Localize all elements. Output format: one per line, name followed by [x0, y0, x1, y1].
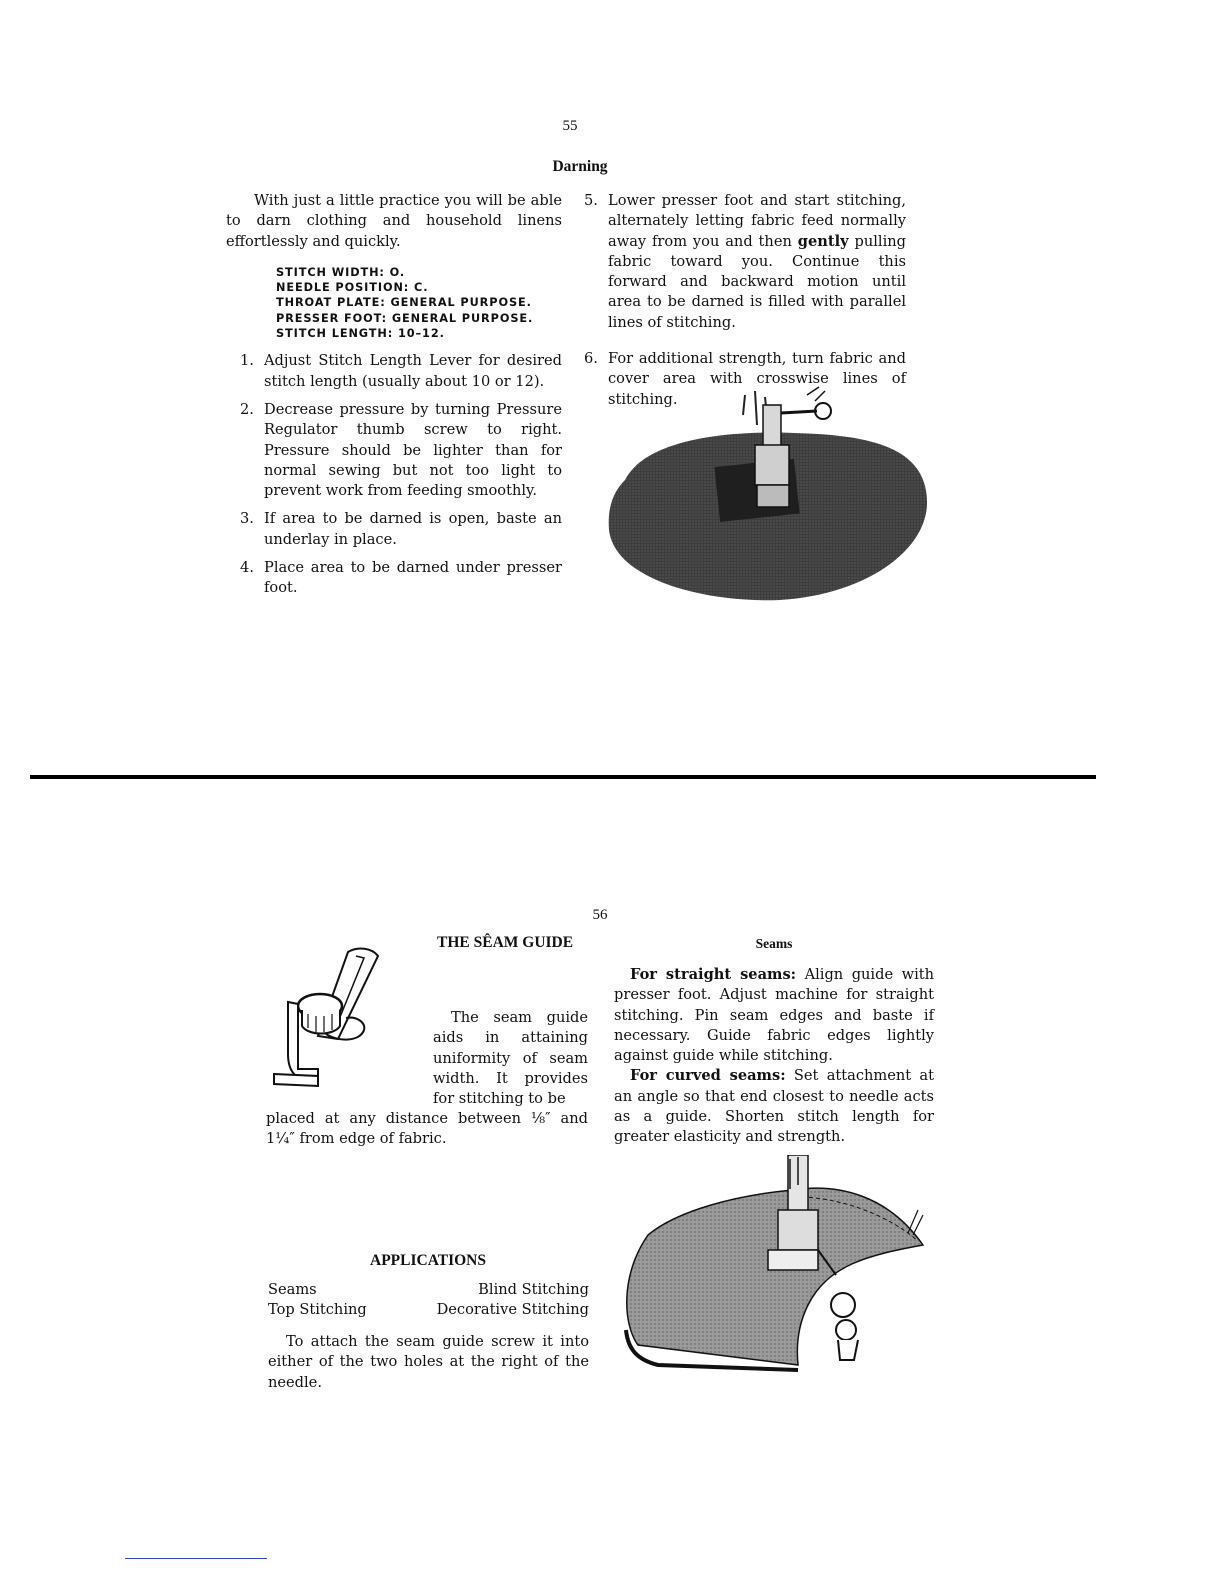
darning-illustration	[605, 385, 930, 605]
darning-settings	[276, 265, 562, 341]
seam-guide-title: THE SÊAM GUIDE	[437, 934, 574, 951]
darning-title: Darning	[552, 158, 608, 175]
curved-seam-illustration	[618, 1155, 930, 1375]
darning-left-column	[226, 191, 562, 607]
seams-text	[614, 965, 934, 1148]
page-number-55: 55	[562, 118, 578, 134]
seam-guide-description-rest: placed at any distance between ⅛″ and 1¼″ from edge of fabric.	[266, 1110, 588, 1148]
setting-throat-plate: THROAT PLATE: GENERAL PURPOSE.	[276, 296, 532, 310]
application-seams: Seams	[268, 1281, 317, 1298]
application-blind-stitching: Blind Stitching	[478, 1281, 589, 1298]
seams-title: Seams	[755, 936, 793, 951]
step-1: 1. Adjust Stitch Length Lever for desired stitch length (usually about 10 or 12).	[240, 352, 562, 390]
darning-intro: With just a little practice you will be able to darn clothing and household linens effortlessly and quickly.	[226, 192, 562, 250]
darning-steps-right	[584, 191, 906, 410]
step-4: 4. Place area to be darned under presser foot.	[240, 559, 562, 597]
straight-seams-paragraph: For straight seams: Align guide with presser foot. Adjust machine for straight stitching. Pin seam edges and baste if necessary. Guide fabric edges lightly against guide while stitching.	[614, 966, 934, 1065]
setting-needle-position: NEEDLE POSITION: C.	[276, 281, 429, 295]
page-divider	[30, 775, 1096, 779]
setting-stitch-length: STITCH LENGTH: 10–12.	[276, 327, 445, 341]
darning-steps-left	[240, 351, 562, 598]
applications-list	[268, 1280, 589, 1321]
bottom-link-underline	[125, 1558, 267, 1559]
darning-right-column	[584, 191, 906, 418]
setting-stitch-width: STITCH WIDTH: O.	[276, 265, 406, 279]
setting-presser-foot: PRESSER FOOT: GENERAL PURPOSE.	[276, 311, 534, 325]
seam-guide-illustration	[268, 944, 408, 1092]
application-top-stitching: Top Stitching	[268, 1301, 367, 1319]
step-3: 3. If area to be darned is open, baste an underlay in place.	[240, 510, 562, 548]
seam-guide-description-indent: The seam guide aids in attaining uniformity of seam width. It provides for stitching to be	[433, 1009, 588, 1108]
attach-instructions: To attach the seam guide screw it into either of the two holes at the right of the needle.	[268, 1333, 589, 1391]
step-2: 2. Decrease pressure by turning Pressure Regulator thumb screw to right. Pressure should be lighter than for normal sewing but not too light to prevent work from feeding smoothly.	[240, 400, 562, 500]
application-decorative-stitching: Decorative Stitching	[436, 1301, 589, 1319]
step-5: 5. Lower presser foot and start stitching, alternately letting fabric feed normally away from you and then gently pulling fabric toward you. Continue this forward and backward motion until area to be darned is filled with parallel lines of stitching.	[584, 192, 906, 331]
page-number-56: 56	[592, 907, 608, 923]
step-6: 6. For additional strength, turn fabric and cover area with crosswise lines of stitching.	[584, 350, 906, 408]
curved-seams-paragraph: For curved seams: Set attachment at an angle so that end closest to needle acts as a guide. Shorten stitch length for greater elasticity and strength.	[614, 1067, 934, 1146]
applications-title: APPLICATIONS	[370, 1252, 486, 1269]
